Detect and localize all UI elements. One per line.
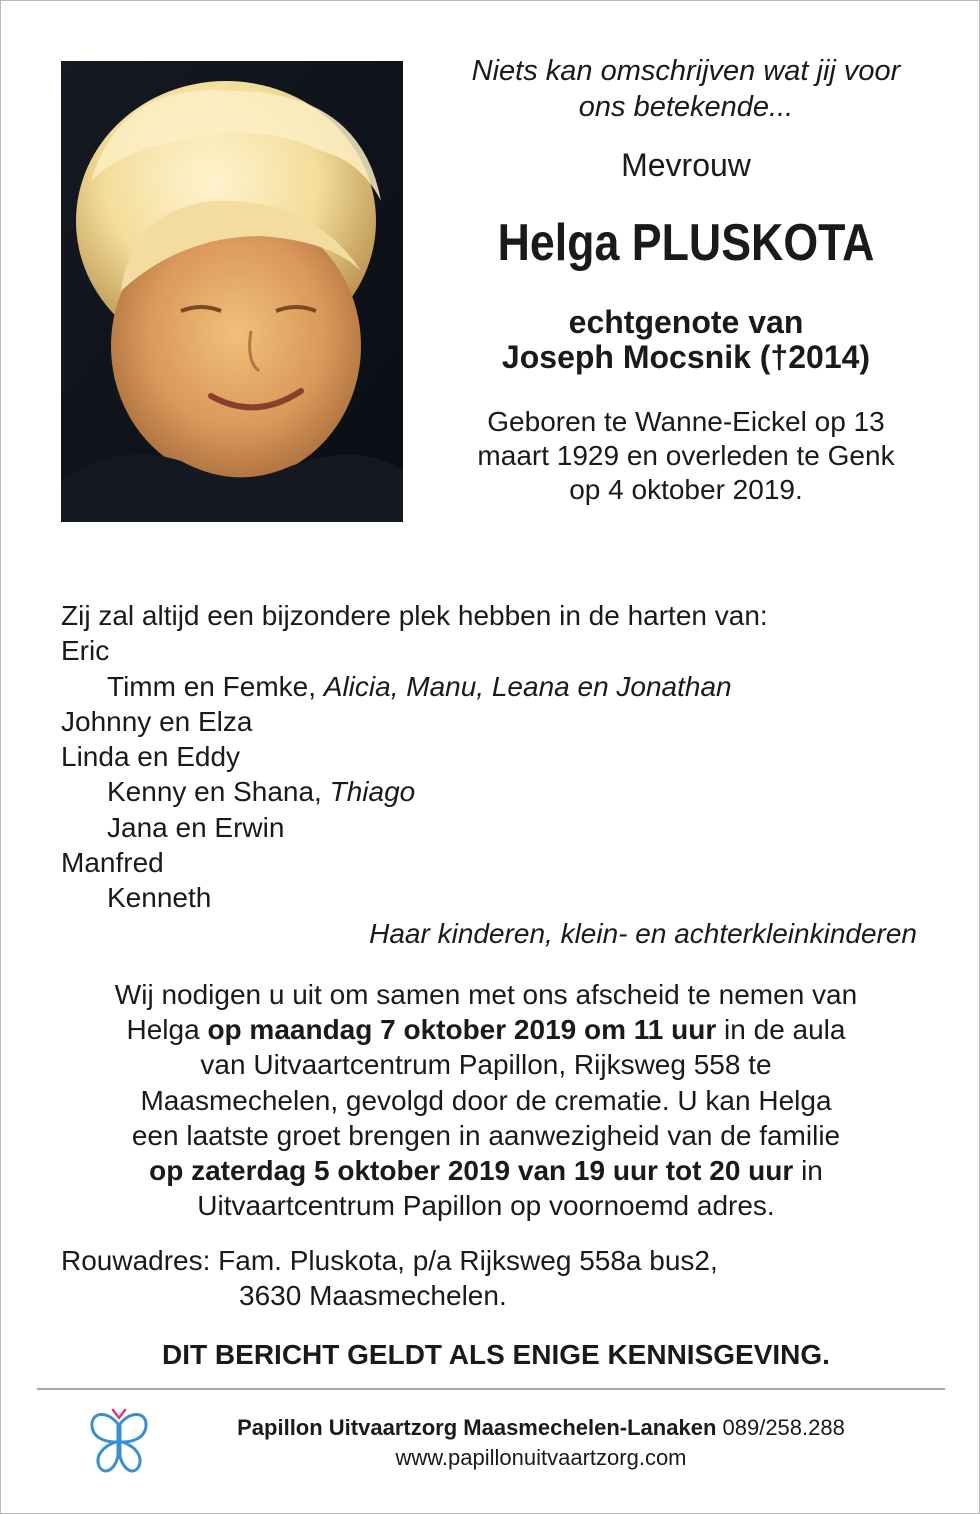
mourning-address <box>61 1243 911 1313</box>
deceased-name: Helga PLUSKOTA <box>497 214 875 272</box>
invite-line: Wij nodigen u uit om samen met ons afscheid te nemen van <box>114 979 858 1010</box>
spouse-line: echtgenote van <box>568 304 804 340</box>
address-line: 3630 Maasmechelen. <box>239 1280 507 1312</box>
company-line <box>181 1413 901 1443</box>
company-name: Papillon Uitvaartzorg Maasmechelen-Lanaken <box>237 1415 717 1440</box>
portrait-photo <box>61 61 403 522</box>
invite-text: Helga <box>126 1014 208 1046</box>
invite-line <box>61 1012 911 1047</box>
address-line: Rouwadres: Fam. Pluskota, p/a Rijksweg 558a bus2, <box>61 1245 718 1276</box>
portrait-image <box>61 61 403 522</box>
family-member: Linda en Eddy <box>61 741 241 773</box>
spouse-block <box>431 305 941 375</box>
family-member: Kenneth <box>107 882 212 914</box>
motto-line: ons betekende... <box>578 91 794 123</box>
spouse-line: Joseph Mocsnik (†2014) <box>501 339 871 375</box>
family-member: Eric <box>61 635 110 667</box>
birth-line: Geboren te Wanne-Eickel op 13 <box>487 406 885 437</box>
invite-text: in <box>793 1155 823 1187</box>
family-member <box>61 774 931 809</box>
family-member: Manfred <box>61 847 164 879</box>
motto-line: Niets kan omschrijven wat jij voor <box>471 55 901 87</box>
family-intro: Zij zal altijd een bijzondere plek hebben in de harten van: <box>61 600 768 631</box>
birth-death-info <box>431 405 941 507</box>
birth-line: maart 1929 en overleden te Genk <box>477 440 895 471</box>
family-member: Johnny en Elza <box>61 705 253 737</box>
footer-divider <box>37 1388 945 1390</box>
family-member-name: Kenny en Shana, <box>107 776 330 808</box>
motto <box>431 53 941 125</box>
invite-line: Maasmechelen, gevolgd door de crematie. U kan Helga <box>140 1084 832 1116</box>
invitation-text <box>61 977 911 1223</box>
invite-text: in de aula <box>716 1014 846 1046</box>
family-list <box>61 598 931 951</box>
company-phone: 089/258.288 <box>716 1415 845 1440</box>
notice-statement: DIT BERICHT GELDT ALS ENIGE KENNISGEVING. <box>162 1339 830 1370</box>
birth-line: op 4 oktober 2019. <box>569 474 803 505</box>
family-signature: Haar kinderen, klein- en achterkleinkinderen <box>369 917 917 949</box>
family-member-grandchildren: Thiago <box>329 776 416 808</box>
invite-line: van Uitvaartcentrum Papillon, Rijksweg 558 te <box>200 1049 772 1081</box>
family-member-grandchildren: Alicia, Manu, Leana en Jonathan <box>323 670 732 702</box>
family-member <box>61 669 931 704</box>
company-website[interactable]: www.papillonuitvaartzorg.com <box>395 1445 687 1470</box>
invite-line <box>61 1153 911 1188</box>
invite-line: Uitvaartcentrum Papillon op voornoemd adres. <box>197 1190 775 1222</box>
butterfly-logo-icon <box>89 1404 149 1480</box>
funeral-home-info <box>181 1413 901 1473</box>
header-block <box>431 53 941 507</box>
invite-line: een laatste groet brengen in aanwezigheid van de familie <box>131 1119 841 1151</box>
ceremony-datetime: op maandag 7 oktober 2019 om 11 uur <box>207 1014 717 1046</box>
viewing-datetime: op zaterdag 5 oktober 2019 van 19 uur tot 20 uur <box>149 1155 794 1187</box>
family-member: Jana en Erwin <box>107 811 285 843</box>
honorific-title: Mevrouw <box>621 147 751 183</box>
family-member-name: Timm en Femke, <box>107 670 324 702</box>
